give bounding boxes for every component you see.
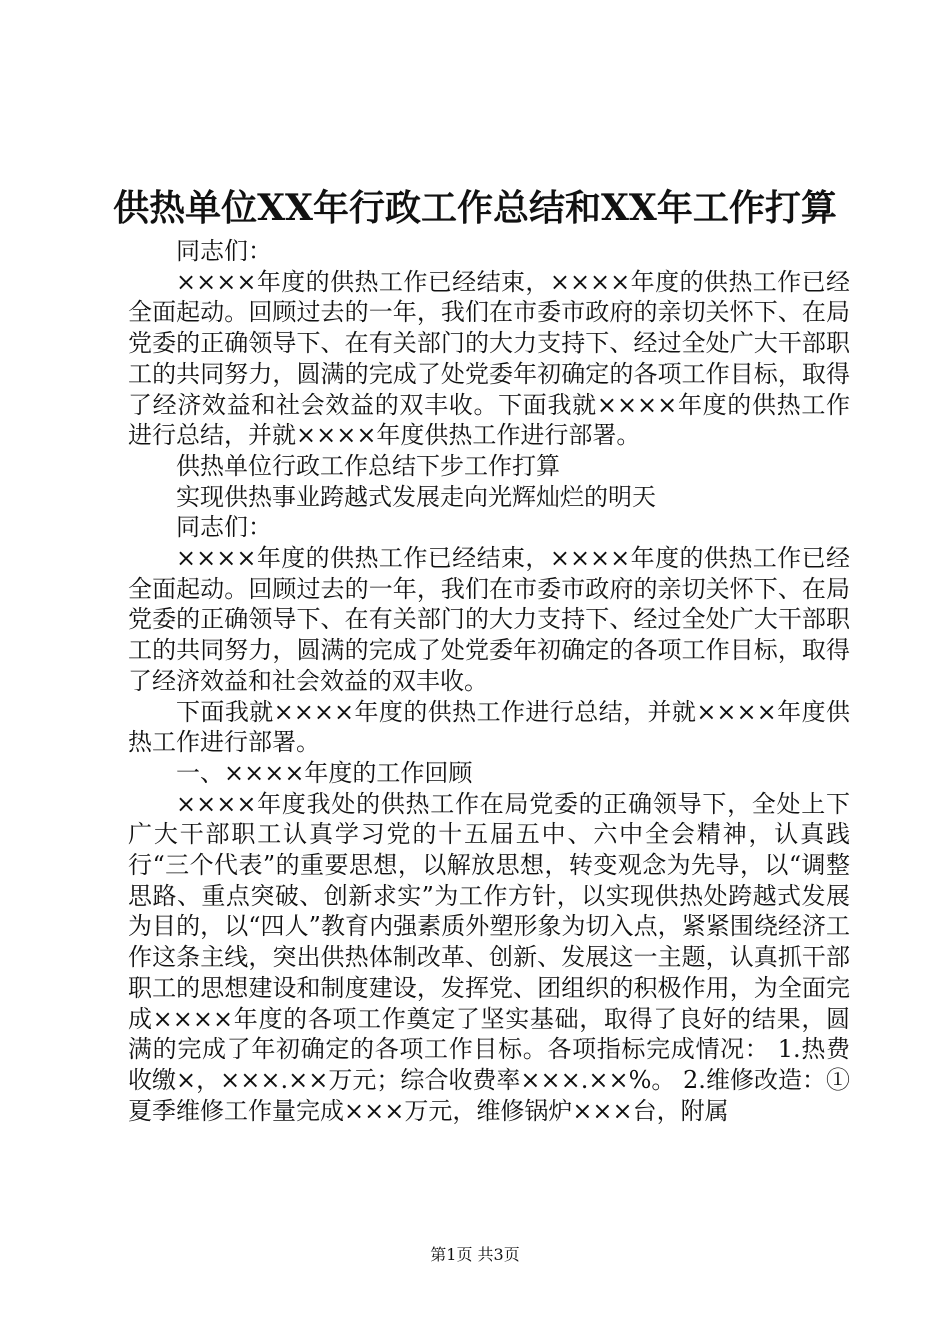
body-paragraph: ××××年度的供热工作已经结束，××××年度的供热工作已经全面起动。回顾过去的一年，我们在市委市政府的亲切关怀下、在局党委的正确领导下、在有关部门的大力支持下、经过全处广大干部职工的共同努力，圆满的完成了处党委年初确定的各项工作目标，取得了经济效益和社会效益的双丰收。下面我就××××年度的供热工作进行总结，并就××××年度供热工作进行部署。	[128, 267, 850, 450]
document-title: 供热单位XX年行政工作总结和XX年工作打算	[113, 187, 837, 229]
body-paragraph: ××××年度的供热工作已经结束，××××年度的供热工作已经全面起动。回顾过去的一年，我们在市委市政府的亲切关怀下、在局党委的正确领导下、在有关部门的大力支持下、经过全处广大干部职工的共同努力，圆满的完成了处党委年初确定的各项工作目标，取得了经济效益和社会效益的双丰收。	[128, 544, 850, 695]
greeting-paragraph: 同志们：	[176, 513, 272, 542]
subtitle-paragraph: 供热单位行政工作总结下步工作打算	[176, 451, 560, 480]
page-footer: 第1页 共3页	[430, 1245, 520, 1264]
section-heading: 一、××××年度的工作回顾	[176, 758, 473, 787]
subtitle-paragraph: 实现供热事业跨越式发展走向光辉灿烂的明天	[176, 482, 656, 511]
greeting-paragraph: 同志们：	[176, 237, 272, 265]
body-paragraph: 下面我就××××年度的供热工作进行总结，并就××××年度供热工作进行部署。	[128, 697, 850, 757]
document-body	[128, 236, 850, 1126]
body-paragraph: ××××年度我处的供热工作在局党委的正确领导下，全处上下广大干部职工认真学习党的十五届五中、六中全会精神，认真践行“三个代表”的重要思想，以解放思想，转变观念为先导，以“调整思路、重点突破、创新求实”为工作方针，以实现供热处跨越式发展为目的，以“四人”教育内强素质外塑形象为切入点，紧紧围绕经济工作这条主线，突出供热体制改革、创新、发展这一主题，认真抓干部职工的思想建设和制度建设，发挥党、团组织的积极作用，为全面完成××××年度的各项工作奠定了坚实基础，取得了良好的结果，圆满的完成了年初确定的各项工作目标。各项指标完成情况： 1.热费收缴×，×××.××万元；综合收费率×××.××%。 2.维修改造：①夏季维修工作量完成×××万元，维修锅炉×××台，附属	[128, 789, 850, 1125]
